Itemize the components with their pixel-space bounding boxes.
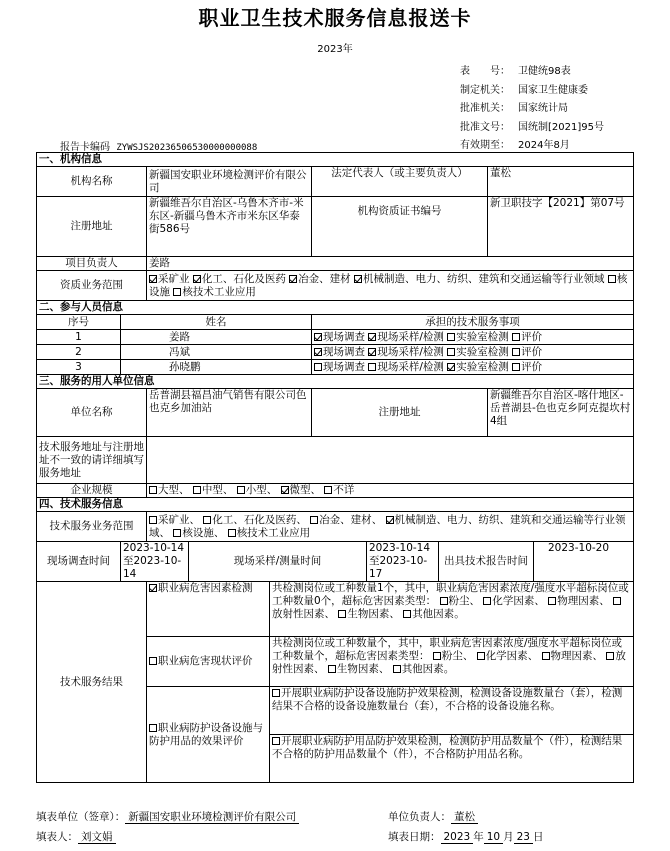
checkbox-icon — [173, 288, 181, 296]
project-lead-label: 项目负责人 — [37, 257, 147, 271]
section-header: 四、技术服务信息 — [37, 498, 634, 512]
checkbox-icon — [314, 348, 322, 356]
checkbox-icon — [314, 333, 322, 341]
footer-date: 填表日期： 2023 年 10 月 23 日 — [388, 831, 544, 843]
date-month: 10 — [484, 831, 503, 844]
checkbox-icon — [228, 529, 236, 537]
result-type-label: 职业病危害现状评价 — [147, 637, 270, 687]
checkbox-icon — [328, 665, 336, 673]
project-lead-value: 姜路 — [147, 257, 634, 271]
unit-name-value: 岳普湖县福昌油气销售有限公司色也克乡加油站 — [147, 389, 312, 437]
scope-option: 化工、石化及医药 — [193, 273, 286, 285]
checkbox-icon — [149, 516, 157, 524]
checkbox-icon — [613, 597, 621, 605]
date-year: 2023 — [441, 831, 474, 844]
size-label: 企业规模 — [37, 484, 147, 498]
unit-lead-value: 董松 — [451, 811, 478, 824]
result-detail: 共检测岗位或工种数量个，其中，职业病危害因素浓度/强度水平超标岗位或工种数量个，超标危害因素类型： 粉尘、 化学因素、 物理因素、 放射性因素、 生物因素、 其他因素。 — [270, 637, 634, 687]
checkbox-icon — [483, 597, 491, 605]
checkbox-icon — [440, 597, 448, 605]
survey-time-value: 2023-10-14至2023-10-14 — [121, 542, 189, 582]
meta-row: 制定机关： 国家卫生健康委 — [460, 84, 588, 96]
section-header: 二、参与人员信息 — [37, 301, 634, 315]
meta-row: 批准机关： 国家统计局 — [460, 103, 568, 114]
filler-unit-value: 新疆国安职业环境检测评价有限公司 — [125, 811, 299, 824]
checkbox-icon — [193, 275, 201, 283]
table-row — [37, 360, 634, 375]
checkbox-icon — [542, 652, 550, 660]
scope-option: 核技术工业应用 — [173, 286, 256, 298]
checkbox-icon — [149, 657, 157, 665]
checkbox-icon — [606, 652, 614, 660]
result-type-label: 职业病危害因素检测 — [147, 582, 270, 637]
sampling-time-value: 2023-10-14至2023-10-17 — [367, 542, 439, 582]
col-header-no: 序号 — [37, 315, 121, 330]
unit-reg-addr-value: 新疆维吾尔自治区-喀什地区-岳普湖县-色也克乡阿克提坎村4组 — [488, 389, 634, 437]
checkbox-icon — [548, 597, 556, 605]
section-header: 一、机构信息 — [37, 153, 634, 167]
scope-option: 机械制造、电力、纺织、建筑和交通运输等行业领域 — [354, 273, 605, 285]
col-header-name: 姓名 — [121, 315, 312, 330]
legal-rep-label: 法定代表人（或主要负责人） — [312, 167, 488, 197]
table-row — [37, 345, 634, 360]
service-scope-label: 技术服务业务范围 — [37, 512, 147, 542]
checkbox-icon — [149, 275, 157, 283]
footer-filler: 填表人： 刘文娟 — [36, 829, 116, 844]
scope-option: 冶金、建材 — [289, 273, 351, 285]
checkbox-icon — [477, 652, 485, 660]
row-name: 姜路 — [121, 330, 312, 345]
checkbox-icon — [608, 275, 616, 283]
reg-addr-label: 注册地址 — [37, 197, 147, 257]
checkbox-icon — [203, 516, 211, 524]
qual-scope-options — [147, 271, 634, 301]
service-addr-value — [147, 437, 634, 484]
checkbox-icon — [237, 486, 245, 494]
checkbox-icon — [314, 363, 322, 371]
table-row — [37, 330, 634, 345]
checkbox-icon — [447, 348, 455, 356]
scope-option: 采矿业 — [149, 273, 190, 285]
checkbox-icon — [173, 529, 181, 537]
checkbox-icon — [281, 486, 289, 494]
size-options: 大型、 中型、 小型、 微型、 不详 — [147, 484, 634, 498]
checkbox-icon — [368, 348, 376, 356]
checkbox-icon — [149, 584, 157, 592]
footer-filler-unit: 填表单位（签章）： 新疆国安职业环境检测评价有限公司 — [36, 809, 299, 824]
unit-reg-addr-label: 注册地址 — [312, 389, 488, 437]
report-time-label: 出具技术报告时间 — [439, 542, 534, 582]
row-tasks: 现场调查 现场采样/检测 实验室检测 评价 — [312, 360, 634, 375]
row-name: 冯斌 — [121, 345, 312, 360]
sampling-time-label: 现场采样/测量时间 — [189, 542, 367, 582]
unit-name-label: 单位名称 — [37, 389, 147, 437]
info-table — [36, 152, 634, 783]
footer-unit-lead: 单位负责人： 董松 — [388, 809, 478, 824]
survey-time-label: 现场调查时间 — [37, 542, 121, 582]
qual-scope-label: 资质业务范围 — [37, 271, 147, 301]
checkbox-icon — [272, 689, 280, 697]
result-detail: 开展职业病防护用品防护效果检测，检测防护用品数量个（件），检测结果不合格的防护用品数量个（件），不合格防护用品名称。 — [270, 735, 634, 783]
report-card-number: 报告卡编码 ZYWSJS20236506530000000088 — [60, 142, 258, 153]
legal-rep-value: 董松 — [488, 167, 634, 197]
row-no: 1 — [37, 330, 121, 345]
checkbox-icon — [512, 348, 520, 356]
report-year: 2023年 — [317, 44, 353, 55]
checkbox-icon — [310, 516, 318, 524]
checkbox-icon — [368, 363, 376, 371]
checkbox-icon — [512, 333, 520, 341]
checkbox-icon — [149, 486, 157, 494]
row-tasks: 现场调查 现场采样/检测 实验室检测 评价 — [312, 345, 634, 360]
meta-row: 有效期至： 2024年8月 — [460, 140, 570, 151]
checkbox-icon — [324, 486, 332, 494]
checkbox-icon — [338, 610, 346, 618]
checkbox-icon — [193, 486, 201, 494]
reg-addr-value: 新疆维吾尔自治区-乌鲁木齐市-米东区-新疆乌鲁木齐市米东区华泰街586号 — [147, 197, 312, 257]
scope-option: 核设施 — [149, 272, 628, 298]
section-header: 三、服务的用人单位信息 — [37, 375, 634, 389]
checkbox-icon — [149, 724, 157, 732]
checkbox-icon — [354, 275, 362, 283]
results-label: 技术服务结果 — [37, 582, 147, 783]
checkbox-icon — [393, 665, 401, 673]
filler-value: 刘文娟 — [78, 831, 116, 844]
checkbox-icon — [447, 333, 455, 341]
checkbox-icon — [272, 737, 280, 745]
org-name-value: 新疆国安职业环境检测评价有限公司 — [147, 167, 312, 197]
date-day: 23 — [514, 831, 533, 844]
checkbox-icon — [433, 652, 441, 660]
meta-row: 批准文号： 国统制[2021]95号 — [460, 121, 604, 133]
cert-no-label: 机构资质证书编号 — [312, 197, 488, 257]
cert-no-value: 新卫职技字【2021】第07号 — [488, 197, 634, 257]
checkbox-icon — [368, 333, 376, 341]
report-time-value: 2023-10-20 — [534, 542, 634, 582]
result-type-label: 职业病防护设备设施与防护用品的效果评价 — [147, 687, 270, 783]
page-title: 职业卫生技术服务信息报送卡 — [198, 6, 472, 30]
result-detail: 共检测岗位或工种数量1个，其中，职业病危害因素浓度/强度水平超标岗位或工种数量0个，超标危害因素类型： 粉尘、 化学因素、 物理因素、 放射性因素、 生物因素、 其他因素。 — [270, 582, 634, 637]
checkbox-icon — [447, 363, 455, 371]
checkbox-icon — [289, 275, 297, 283]
result-detail: 开展职业病防护设备设施防护效果检测，检测设备设施数量台（套），检测结果不合格的设备设施数量台（套），不合格的设备设施名称。 — [270, 687, 634, 735]
row-no: 3 — [37, 360, 121, 375]
checkbox-icon — [403, 610, 411, 618]
row-tasks: 现场调查 现场采样/检测 实验室检测 评价 — [312, 330, 634, 345]
checkbox-icon — [512, 363, 520, 371]
row-no: 2 — [37, 345, 121, 360]
service-scope-options: 采矿业、 化工、石化及医药、 冶金、建材、 机械制造、电力、纺织、建筑和交通运输等行业领域、 核设施、 核技术工业应用 — [147, 512, 634, 542]
org-name-label: 机构名称 — [37, 167, 147, 197]
form-meta — [460, 63, 604, 156]
service-addr-label: 技术服务地址与注册地址不一致的请详细填写服务地址 — [37, 437, 147, 484]
checkbox-icon — [386, 516, 394, 524]
col-header-task: 承担的技术服务事项 — [312, 315, 634, 330]
meta-row: 表 号： 卫健统98表 — [460, 66, 571, 77]
row-name: 孙晓鹏 — [121, 360, 312, 375]
